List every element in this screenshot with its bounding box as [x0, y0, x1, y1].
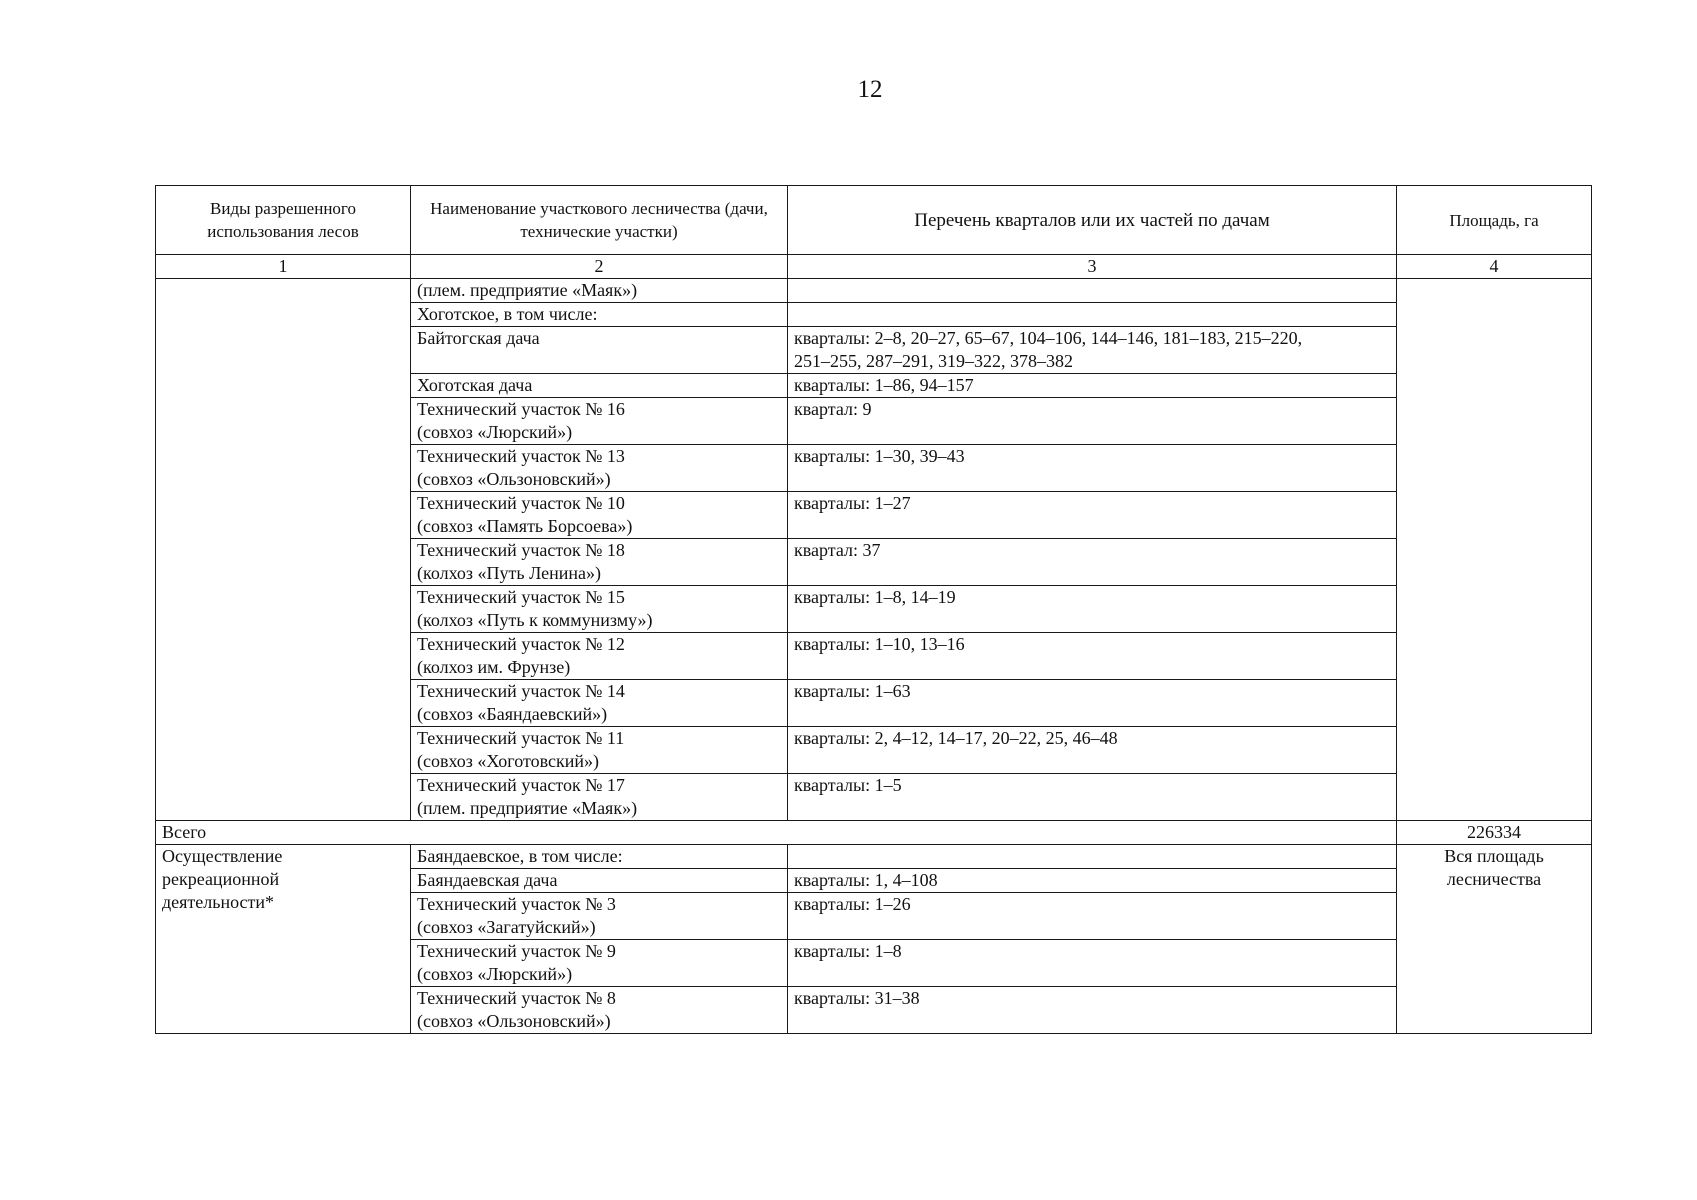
cell-line: Технический участок № 15 — [417, 587, 625, 607]
cell-line: рекреационной — [162, 869, 280, 889]
header-forestry-name: Наименование участкового лесничества (дачи, технические участки) — [411, 186, 788, 255]
quarters-cell — [788, 893, 1397, 940]
cell-line: Технический участок № 3 — [417, 894, 616, 914]
cell-line: (совхоз «Память Борсоева») — [417, 516, 633, 536]
forestry-name-cell — [411, 303, 788, 327]
table-row — [156, 845, 1592, 869]
total-row — [156, 821, 1592, 845]
header-quarters-list: Перечень кварталов или их частей по дачам — [788, 186, 1397, 255]
quarters-cell — [788, 279, 1397, 303]
cell-line: кварталы: 1–5 — [794, 775, 902, 795]
forestry-name-cell — [411, 374, 788, 398]
quarters-cell — [788, 869, 1397, 893]
cell-line: (плем. предприятие «Маяк») — [417, 798, 638, 818]
cell-line — [794, 279, 1390, 302]
cell-line: кварталы: 2–8, 20–27, 65–67, 104–106, 144–146, 181–183, 215–220, — [794, 328, 1303, 348]
cell-line: 251–255, 287–291, 319–322, 378–382 — [794, 351, 1073, 371]
forestry-name-cell — [411, 327, 788, 374]
forestry-name-cell — [411, 727, 788, 774]
column-number: 2 — [411, 255, 788, 279]
forestry-name-cell — [411, 940, 788, 987]
cell-line: (совхоз «Люрский») — [417, 422, 573, 442]
cell-line — [794, 303, 1390, 326]
cell-line: Баяндаевское, в том числе: — [417, 846, 623, 866]
cell-line: Технический участок № 10 — [417, 493, 625, 513]
cell-line: лесничества — [1446, 869, 1542, 889]
forestry-name-cell — [411, 680, 788, 727]
header-row — [156, 186, 1592, 255]
quarters-cell — [788, 445, 1397, 492]
cell-line: Технический участок № 16 — [417, 399, 625, 419]
quarters-cell — [788, 327, 1397, 374]
cell-line: Осуществление — [162, 846, 283, 866]
cell-line: кварталы: 1–63 — [794, 681, 911, 701]
forestry-name-cell — [411, 774, 788, 821]
cell-line: квартал: 9 — [794, 399, 872, 419]
quarters-cell — [788, 374, 1397, 398]
cell-line: кварталы: 1–8 — [794, 941, 902, 961]
quarters-cell — [788, 680, 1397, 727]
forest-use-table — [155, 185, 1592, 1034]
cell-line: Баяндаевская дача — [417, 870, 558, 890]
cell-line: Технический участок № 12 — [417, 634, 625, 654]
cell-line: (совхоз «Баяндаевский») — [417, 704, 608, 724]
cell-line: Технический участок № 17 — [417, 775, 625, 795]
cell-line: (плем. предприятие «Маяк») — [417, 280, 638, 300]
quarters-cell — [788, 727, 1397, 774]
quarters-cell — [788, 633, 1397, 680]
cell-line: Технический участок № 11 — [417, 728, 625, 748]
cell-line: (совхоз «Ользоновский») — [417, 469, 611, 489]
cell-line: Технический участок № 14 — [417, 681, 625, 701]
cell-line: Хоготская дача — [417, 375, 533, 395]
section2-body — [156, 845, 1592, 1034]
area-cell — [1397, 279, 1592, 821]
cell-line: кварталы: 1–26 — [794, 894, 911, 914]
forestry-name-cell — [411, 633, 788, 680]
cell-line: кварталы: 2, 4–12, 14–17, 20–22, 25, 46–48 — [794, 728, 1118, 748]
cell-line: (совхоз «Хоготовский») — [417, 751, 599, 771]
cell-line — [794, 845, 1390, 868]
quarters-cell — [788, 845, 1397, 869]
cell-line: кварталы: 1–27 — [794, 493, 911, 513]
header-area: Площадь, га — [1397, 186, 1592, 255]
forestry-name-cell — [411, 539, 788, 586]
cell-line: кварталы: 1, 4–108 — [794, 870, 938, 890]
cell-line: кварталы: 1–8, 14–19 — [794, 587, 956, 607]
total-area: 226334 — [1397, 821, 1592, 845]
total-label: Всего — [156, 821, 1397, 845]
forestry-name-cell — [411, 398, 788, 445]
cell-line: Хоготское, в том числе: — [417, 304, 598, 324]
quarters-cell — [788, 398, 1397, 445]
quarters-cell — [788, 586, 1397, 633]
forestry-name-cell — [411, 987, 788, 1034]
quarters-cell — [788, 303, 1397, 327]
forestry-name-cell — [411, 845, 788, 869]
total-body — [156, 821, 1592, 845]
cell-line: квартал: 37 — [794, 540, 881, 560]
column-number: 4 — [1397, 255, 1592, 279]
forestry-name-cell — [411, 893, 788, 940]
cell-line: кварталы: 1–30, 39–43 — [794, 446, 965, 466]
cell-line: (совхоз «Загатуйский») — [417, 917, 596, 937]
use-type-cell — [156, 845, 411, 1034]
table-row — [156, 279, 1592, 303]
cell-line: Технический участок № 13 — [417, 446, 625, 466]
cell-line: Технический участок № 18 — [417, 540, 625, 560]
forestry-name-cell — [411, 586, 788, 633]
forestry-name-cell — [411, 445, 788, 492]
column-number: 1 — [156, 255, 411, 279]
quarters-cell — [788, 987, 1397, 1034]
page-number: 12 — [857, 76, 883, 103]
cell-line: (колхоз «Путь к коммунизму») — [417, 610, 653, 630]
header-use-type: Виды разрешенного использования лесов — [156, 186, 411, 255]
cell-line: кварталы: 1–86, 94–157 — [794, 375, 974, 395]
quarters-cell — [788, 492, 1397, 539]
section1-body — [156, 279, 1592, 821]
cell-line: (совхоз «Ользоновский») — [417, 1011, 611, 1031]
forestry-name-cell — [411, 492, 788, 539]
cell-line: кварталы: 31–38 — [794, 988, 920, 1008]
cell-line: Вся площадь — [1444, 846, 1544, 866]
column-number: 3 — [788, 255, 1397, 279]
cell-line: (совхоз «Люрский») — [417, 964, 573, 984]
quarters-cell — [788, 539, 1397, 586]
cell-line: деятельности* — [162, 892, 275, 912]
cell-line: Байтогская дача — [417, 328, 540, 348]
cell-line: кварталы: 1–10, 13–16 — [794, 634, 965, 654]
cell-line: (колхоз «Путь Ленина») — [417, 563, 602, 583]
cell-line: Технический участок № 8 — [417, 988, 616, 1008]
use-type-cell — [156, 279, 411, 821]
area-cell — [1397, 845, 1592, 1034]
cell-line: Технический участок № 9 — [417, 941, 616, 961]
forestry-name-cell — [411, 869, 788, 893]
quarters-cell — [788, 774, 1397, 821]
forestry-name-cell — [411, 279, 788, 303]
quarters-cell — [788, 940, 1397, 987]
column-number-row — [156, 255, 1592, 279]
cell-line: (колхоз им. Фрунзе) — [417, 657, 571, 677]
